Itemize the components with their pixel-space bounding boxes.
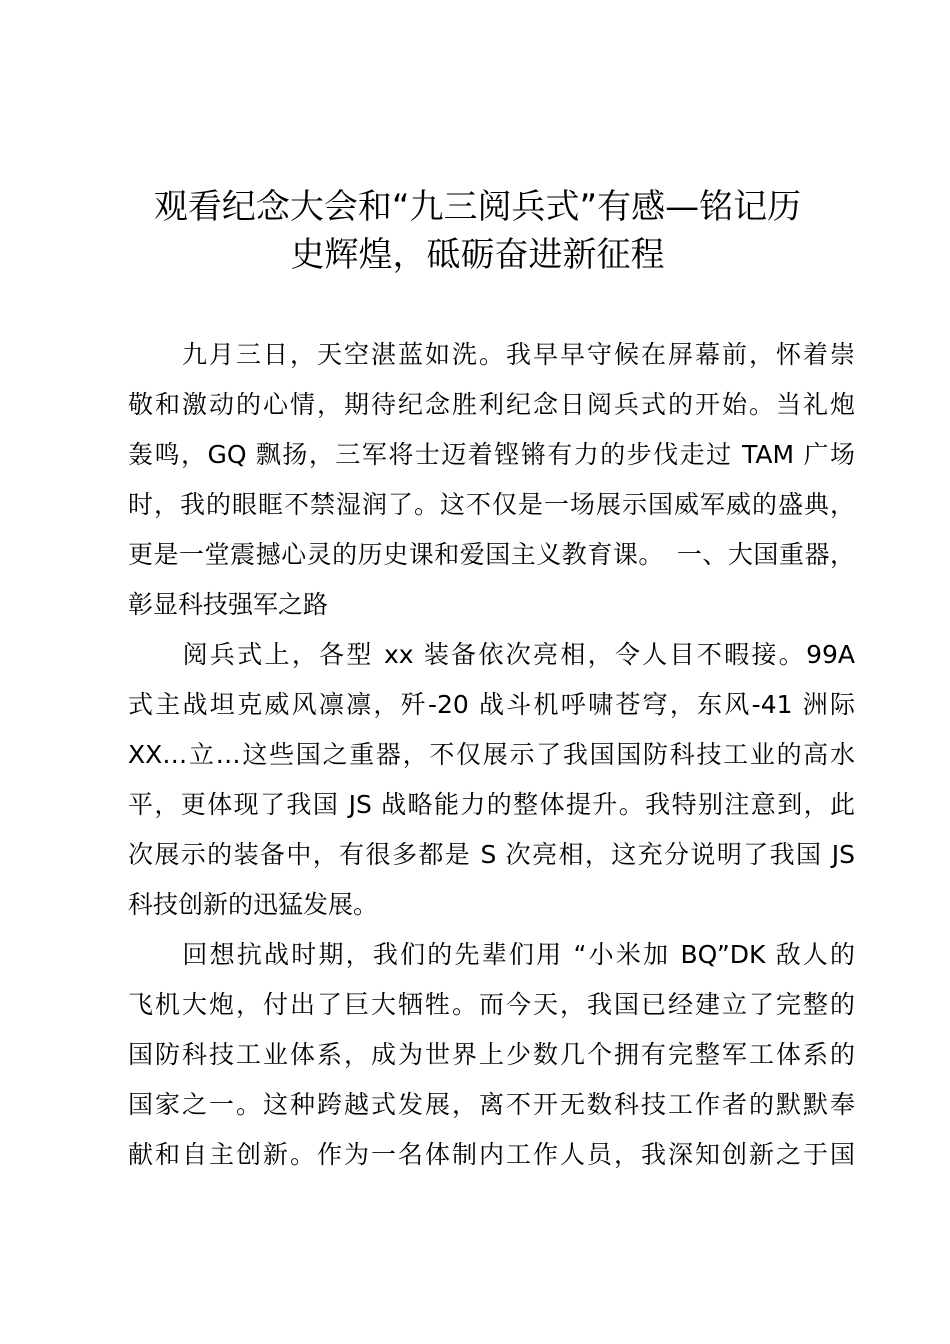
body-text-line: 飞机大炮，付出了巨大牺牲。而今天，我国已经建立了完整的 — [128, 990, 855, 1019]
document-title-line-2: 史辉煌，砥砺奋进新征程 — [290, 235, 665, 275]
body-text-line: XX…立…这些国之重器，不仅展示了我国国防科技工业的高水 — [128, 740, 855, 769]
body-text-line: 国防科技工业体系，成为世界上少数几个拥有完整军工体系的 — [128, 1040, 855, 1069]
body-text-line: 献和自主创新。作为一名体制内工作人员，我深知创新之于国 — [128, 1140, 855, 1169]
body-text-line: 更是一堂震撼心灵的历史课和爱国主义教育课。 一、大国重器， — [128, 540, 855, 569]
body-text-line: 国家之一。这种跨越式发展，离不开无数科技工作者的默默奉 — [128, 1090, 855, 1119]
body-text-line: 九月三日，天空湛蓝如洗。我早早守候在屏幕前，怀着崇 — [128, 340, 855, 369]
body-text-line: 次展示的装备中，有很多都是 S 次亮相，这充分说明了我国 JS — [128, 840, 855, 869]
body-text-line: 彰显科技强军之路 — [128, 590, 329, 619]
body-text-line: 轰鸣，GQ 飘扬，三军将士迈着铿锵有力的步伐走过 TAM 广场 — [128, 440, 855, 469]
body-text-line: 敬和激动的心情，期待纪念胜利纪念日阅兵式的开始。当礼炮 — [128, 390, 855, 419]
document-title-line-1: 观看纪念大会和“九三阅兵式”有感—铭记历 — [153, 187, 802, 227]
body-text-line: 科技创新的迅猛发展。 — [128, 890, 379, 919]
body-text-line: 阅兵式上，各型 xx 装备依次亮相，令人目不暇接。99A — [128, 640, 855, 669]
body-text-line: 回想抗战时期，我们的先辈们用 “小米加 BQ”DK 敌人的 — [128, 940, 855, 969]
body-text-line: 时，我的眼眶不禁湿润了。这不仅是一场展示国威军威的盛典， — [128, 490, 855, 519]
body-text-line: 式主战坦克威风凛凛，歼-20 战斗机呼啸苍穹，东风-41 洲际 — [128, 690, 855, 719]
body-text-line: 平，更体现了我国 JS 战略能力的整体提升。我特别注意到，此 — [128, 790, 855, 819]
